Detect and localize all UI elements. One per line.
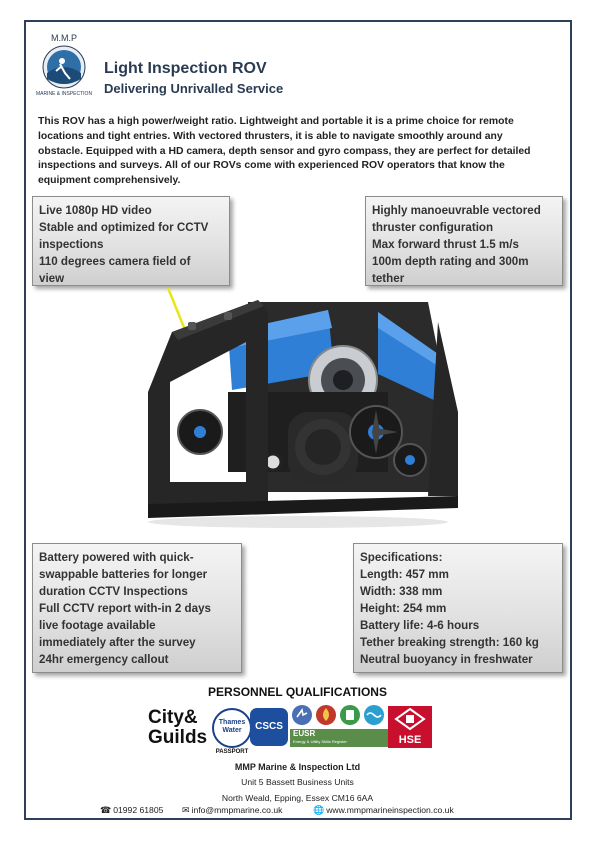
feature-line: Battery powered with quick- (39, 551, 194, 564)
address-line: Unit 5 Bassett Business Units (241, 777, 354, 787)
spec-line: Length: 457 mm (360, 568, 449, 581)
hse-logo (388, 706, 432, 748)
feature-line: tether (372, 272, 405, 285)
feature-line: thruster configuration (372, 221, 494, 234)
website-link[interactable]: www.mmpmarineinspection.co.uk (326, 805, 454, 815)
phone-number: 01992 61805 (113, 805, 164, 815)
feature-line: duration CCTV Inspections (39, 585, 188, 598)
feature-line: 100m depth rating and 300m (372, 255, 529, 268)
thames-passport-text: PASSPORT (215, 749, 249, 755)
feature-line: view (39, 272, 65, 285)
spec-heading: Specifications: (360, 551, 443, 564)
specifications-box (353, 543, 563, 673)
thames-water-logo (212, 708, 252, 755)
svg-text:M.M.P: M.M.P (51, 33, 77, 43)
feature-line: 24hr emergency callout (39, 653, 169, 666)
hse-emblem (388, 706, 432, 732)
feature-line: Max forward thrust 1.5 m/s (372, 238, 519, 251)
eusr-logo (290, 703, 388, 747)
envelope-icon: ✉ (182, 805, 190, 815)
intro-paragraph (38, 115, 558, 189)
cscs-logo: CSCS (250, 708, 288, 746)
intro-line: locations and tight entries. With vectored thrusters, it is able to navigate smoothly around any (38, 130, 503, 142)
intro-line: This ROV has a high power/weight ratio. Lightweight and portable it is a prime choice for remote (38, 116, 514, 127)
thames-water-text: Thames (218, 719, 246, 726)
rov-image (128, 282, 468, 532)
spec-line: Width: 338 mm (360, 585, 443, 598)
spec-line: Height: 254 mm (360, 602, 447, 615)
eusr-text: EUSR (293, 729, 316, 738)
city-guilds-text: City& (148, 707, 198, 728)
email-contact (182, 805, 282, 816)
feature-line: immediately after the survey (39, 636, 196, 649)
company-name: MMP Marine & Inspection Ltd (234, 762, 361, 772)
feature-line: live footage available (39, 619, 156, 632)
camera-features-box (32, 196, 230, 286)
feature-line: Full CCTV report with-in 2 days (39, 602, 211, 615)
phone-icon: ☎ (100, 805, 112, 815)
page-subtitle: Delivering Unrivalled Service (104, 81, 284, 96)
feature-line: Highly manoeuvrable vectored (372, 204, 541, 217)
eusr-banner (290, 729, 388, 747)
feature-line: Live 1080p HD video (39, 204, 152, 217)
qualifications-heading: PERSONNEL QUALIFICATIONS (208, 685, 387, 699)
svg-text:MARINE & INSPECTION: MARINE & INSPECTION (35, 91, 93, 97)
feature-line: Stable and optimized for CCTV (39, 221, 209, 234)
spec-line: Neutral buoyancy in freshwater (360, 653, 533, 666)
spec-line: Tether breaking strength: 160 kg (360, 636, 539, 649)
hse-text: HSE (388, 732, 432, 748)
globe-icon: 🌐 (313, 805, 325, 815)
mmp-logo (32, 33, 96, 97)
feature-line: swappable batteries for longer (39, 568, 208, 581)
eusr-subtext: Energy & Utility Skills Register (293, 739, 347, 744)
thames-water-text: Water (222, 727, 242, 734)
feature-line: inspections (39, 238, 104, 251)
address-line: North Weald, Epping, Essex CM16 6AA (221, 793, 374, 803)
feature-line: 110 degrees camera field of (39, 255, 191, 268)
thruster-features-box (365, 196, 563, 286)
spec-line: Battery life: 4-6 hours (360, 619, 480, 632)
page-title: Light Inspection ROV (104, 60, 267, 77)
intro-line: equipment comprehensively. (38, 175, 181, 187)
email-link[interactable]: info@mmpmarine.co.uk (191, 805, 283, 815)
utility-icons (290, 703, 388, 727)
battery-features-box (32, 543, 242, 673)
city-guilds-text: Guilds (148, 727, 208, 748)
intro-line: inspections and surveys. All of our ROVs come with experienced ROV operators that know the (38, 160, 505, 172)
website-contact (313, 805, 454, 816)
city-guilds-logo (148, 708, 207, 748)
phone-contact (100, 805, 163, 816)
intro-line: obstacle. Equipped with a HD camera, depth sensor and gyro compass, they are perfect for detailed (38, 145, 531, 157)
